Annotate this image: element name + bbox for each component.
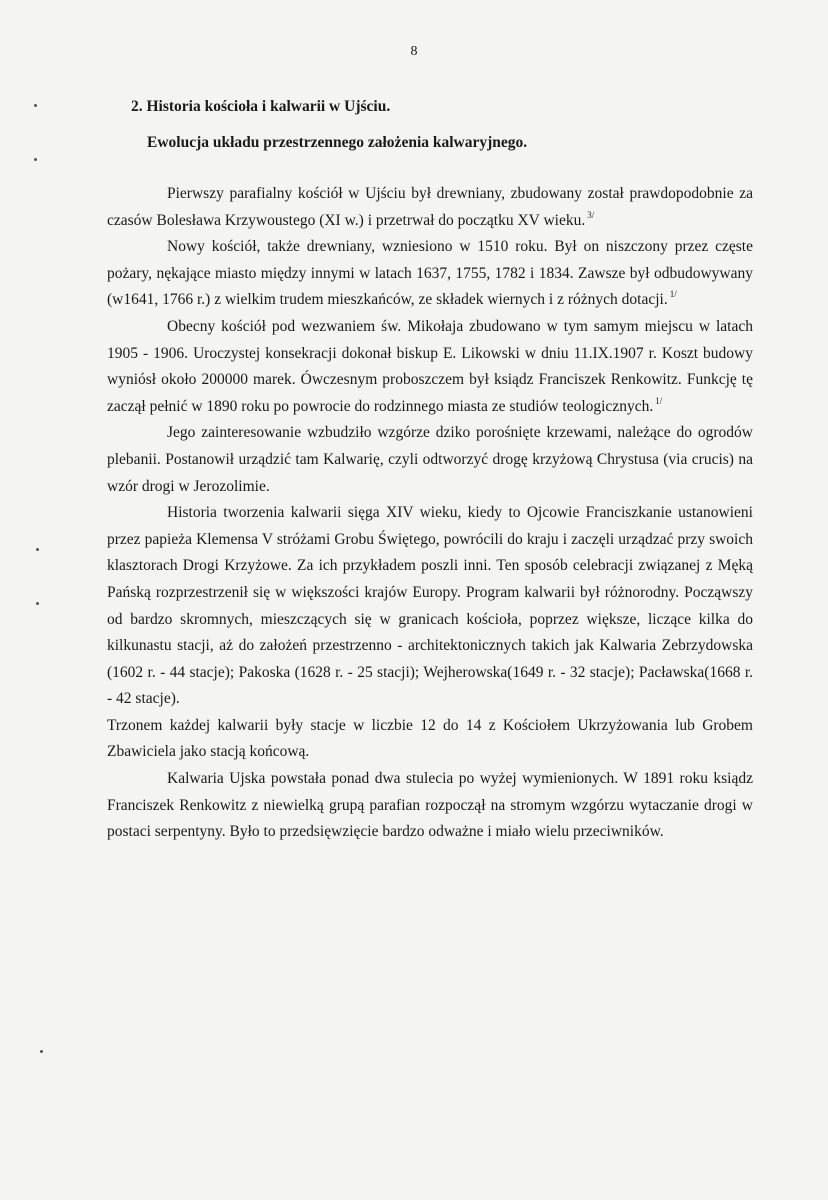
paragraph-6: Trzonem każdej kalwarii były stacje w liczbie 12 do 14 z Kościołem Ukrzyżowania lub Grobem Zbawiciela jako stacją końcową.: [107, 716, 753, 761]
body-text: [107, 181, 753, 846]
footnote-ref: 1/: [655, 395, 663, 406]
section-title: 2. Historia kościoła i kalwarii w Ujściu.: [131, 98, 391, 115]
paragraph-4: Jego zainteresowanie wzbudziło wzgórze dziko porośnięte krzewami, należące do ogrodów plebanii. Postanowił urządzić tam Kalwarię, czyli odtworzyć drogę krzyżową Chrystusa (via crucis) na wzór drogi w Jerozolimie.: [107, 424, 753, 495]
paragraph-2: Nowy kościół, także drewniany, wzniesiono w 1510 roku. Był on niszczony przez częste pożary, nękające miasto między innymi w latach 1637, 1755, 1782 i 1834. Zawsze był odbudowywany (w1641, 1766 r.) z wielkim trudem mieszkańców, ze składek wiernych i z różnych dotacji. $^{1/}$: [107, 238, 753, 309]
footnote-ref: 1/: [669, 289, 677, 300]
paragraph-7: Kalwaria Ujska powstała ponad dwa stulecia po wyżej wymienionych. W 1891 roku ksiądz Franciszek Renkowitz z niewielką grupą parafian rozpoczął na stromym wzgórzu wytaczanie drogi w postaci serpentyny. Było to przedsięwzięcie bardzo odważne i miało wielu przeciwników.: [107, 770, 753, 841]
paragraph-1: Pierwszy parafialny kościół w Ujściu był drewniany, zbudowany został prawdopodobnie za czasów Bolesława Krzywoustego (XI w.) i przetrwał do początku XV wieku. $^{3/}$: [107, 185, 753, 229]
footnote-ref: 3/: [587, 209, 595, 220]
page-number: 8: [410, 44, 418, 59]
paragraph-3: Obecny kościół pod wezwaniem św. Mikołaja zbudowano w tym samym miejscu w latach 1905 - 1906. Uroczystej konsekracji dokonał biskup E. Likowski w dniu 11.IX.1907 r. Koszt budowy wyniósł około 200000 marek. Ówczesnym proboszczem był ksiądz Franciszek Renkowitz. Funkcję tę zaczął pełnić w 1890 roku po powrocie do rodzinnego miasta ze studiów teologicznych. $^{1/}$: [107, 317, 753, 415]
section-subtitle: Ewolucja układu przestrzennego założenia kalwaryjnego.: [147, 134, 528, 151]
paragraph-5: Historia tworzenia kalwarii sięga XIV wieku, kiedy to Ojcowie Franciszkanie ustanowieni przez papieża Klemensa V stróżami Grobu Świętego, powrócili do kraju i zaczęli urządzać przy swoich klasztorach Drogi Krzyżowe. Za ich przykładem poszli inni. Ten sposób celebracji związanej z Męką Pańską rozprzestrzenił się w większości krajów Europy. Program kalwarii był różnorodny. Począwszy od bardzo skromnych, mieszczących się w granicach kościoła, poprzez większe, liczące kilka do kilkunastu stacji, aż do założeń przestrzenno - architektonicznych takich jak Kalwaria Zebrzydowska (1602 r. - 44 stacje); Pakoska (1628 r. - 25 stacji); Wejherowska(1649 r. - 32 stacje); Pacławska(1668 r. - 42 stacje).: [107, 504, 753, 708]
